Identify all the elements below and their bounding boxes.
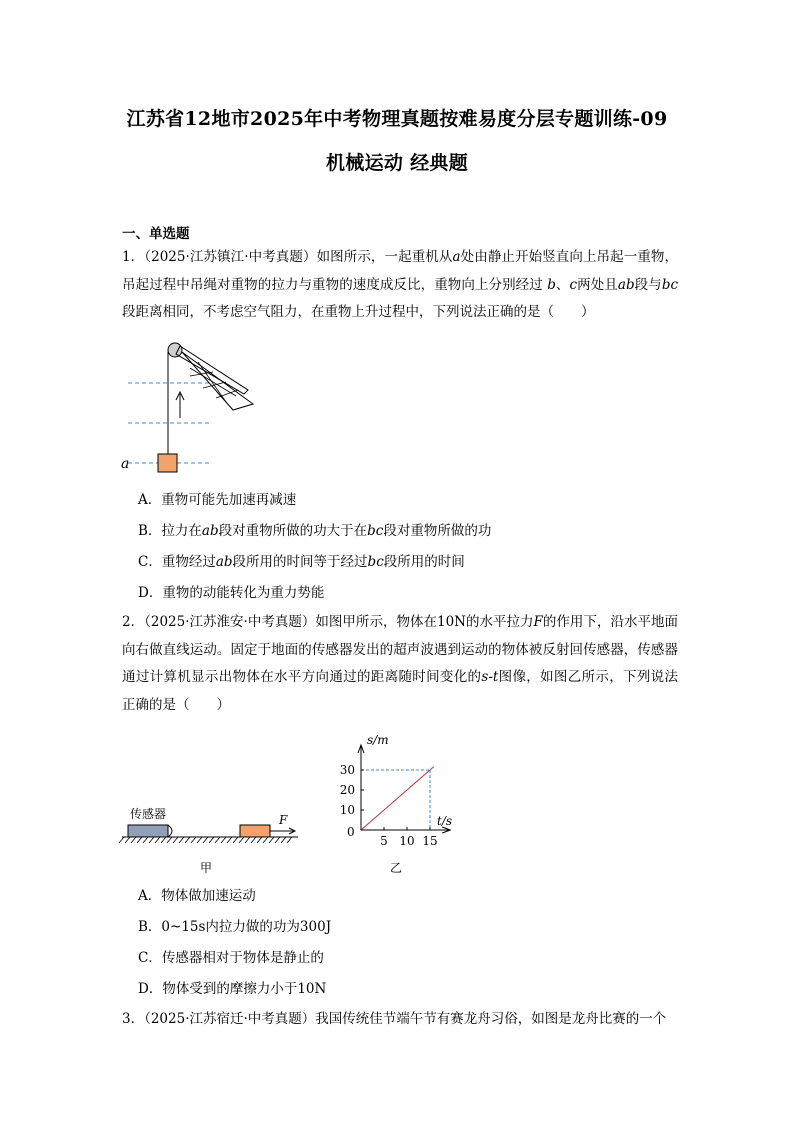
- ground-hatch: [257, 837, 262, 843]
- question-2-text: 2．（2025·江苏淮安·中考真题）如图甲所示，物体在10N的水平拉力F的作用下，沿水平地面向右做直线运动。固定于地面的传感器发出的超声波遇到运动的物体被反射回传感器，传感器通过计算机显示出物体在水平方向通过的距离随时间变化的s-t图像，如图乙所示，下列说法正确的是（ ）: [122, 614, 679, 713]
- ground-hatch: [131, 837, 136, 843]
- ground-hatch: [287, 837, 292, 843]
- ground-hatch: [251, 837, 256, 843]
- q1-option-c[interactable]: C．重物经过ab段所用的时间等于经过bc段所用的时间: [138, 554, 465, 570]
- ground-hatch: [245, 837, 250, 843]
- q1-source: （2025·江苏镇江·中考真题）: [144, 249, 317, 265]
- sensor-label: 传感器: [130, 807, 167, 821]
- x-tick-label: 15: [422, 834, 438, 848]
- origin-label: 0: [347, 825, 355, 839]
- q2-option-b[interactable]: B．0~15s内拉力做的功为300J: [138, 919, 332, 935]
- q1-option-d[interactable]: D．重物的动能转化为重力势能: [138, 585, 325, 601]
- ground-hatch: [275, 837, 280, 843]
- sensor-figure: [118, 798, 308, 880]
- q1-option-b[interactable]: B．拉力在ab段对重物所做的功大于在bc段对重物所做的功: [138, 523, 492, 539]
- st-graph: [328, 728, 458, 878]
- ground-hatch: [239, 837, 244, 843]
- q2-option-a[interactable]: A．物体做加速运动: [138, 888, 256, 904]
- ground-hatch: [227, 837, 232, 843]
- question-3-text: 3．（2025·江苏宿迁·中考真题）我国传统佳节端午节有赛龙舟习俗，如图是龙舟比赛的一个: [122, 1011, 667, 1027]
- x-tick-label: 5: [380, 834, 388, 848]
- ground-hatch: [137, 837, 142, 843]
- st-series-line: [361, 767, 434, 830]
- y-tick-label: 10: [339, 803, 355, 817]
- ground-hatch: [119, 837, 124, 843]
- q2-option-c[interactable]: C．传感器相对于物体是静止的: [138, 950, 324, 966]
- ground-hatch: [209, 837, 214, 843]
- q2-source: （2025·江苏淮安·中考真题）: [144, 614, 316, 630]
- q1-option-a[interactable]: A．重物可能先加速再减速: [138, 492, 297, 508]
- figure-label-a: a: [121, 456, 130, 472]
- ground-hatch: [167, 837, 172, 843]
- q3-number: 3．: [122, 1011, 145, 1027]
- q2-number: 2．: [122, 614, 145, 630]
- ground-hatch: [179, 837, 184, 843]
- ground-hatch: [263, 837, 268, 843]
- x-axis-label: t/s: [437, 814, 453, 828]
- ground-hatch: [269, 837, 274, 843]
- ground-hatch: [125, 837, 130, 843]
- y-tick-label: 20: [339, 783, 355, 797]
- ground-hatch: [233, 837, 238, 843]
- ground-hatch: [203, 837, 208, 843]
- caption-jia: 甲: [200, 861, 213, 875]
- ground-hatch: [191, 837, 196, 843]
- ground-hatch: [143, 837, 148, 843]
- y-axis-label: s/m: [367, 733, 389, 747]
- ground-hatch: [185, 837, 190, 843]
- doc-title-line2: 机械运动 经典题: [325, 152, 468, 174]
- ground-hatch: [215, 837, 220, 843]
- q3-source: （2025·江苏宿迁·中考真题）: [144, 1011, 316, 1027]
- force-label: F: [279, 813, 288, 827]
- q2-option-d[interactable]: D．物体受到的摩擦力小于10N: [138, 981, 327, 997]
- question-1-text: 1．（2025·江苏镇江·中考真题）如图所示，一起重机从a处由静止开始竖直向上吊起一重物，吊起过程中吊绳对重物的拉力与重物的速度成反比，重物向上分别经过 b、c两处且ab段与bc段距离相同，不考虑空气阻力，在重物上升过程中，下列说法正确的是（ ）: [122, 249, 679, 320]
- y-tick-label: 30: [339, 763, 355, 777]
- doc-title-line1: 江苏省12地市2025年中考物理真题按难易度分层专题训练-09: [126, 108, 668, 130]
- q1-number: 1．: [122, 249, 145, 265]
- ground-hatch: [197, 837, 202, 843]
- x-tick-label: 10: [399, 834, 415, 848]
- caption-yi: 乙: [390, 861, 403, 875]
- section-heading: 一、单选题: [122, 226, 190, 242]
- ground-hatch: [281, 837, 286, 843]
- ground-hatch: [149, 837, 154, 843]
- ground-hatch: [221, 837, 226, 843]
- ground-hatch: [161, 837, 166, 843]
- crane-figure: [118, 338, 268, 478]
- ground-hatch: [155, 837, 160, 843]
- ground-hatch: [173, 837, 178, 843]
